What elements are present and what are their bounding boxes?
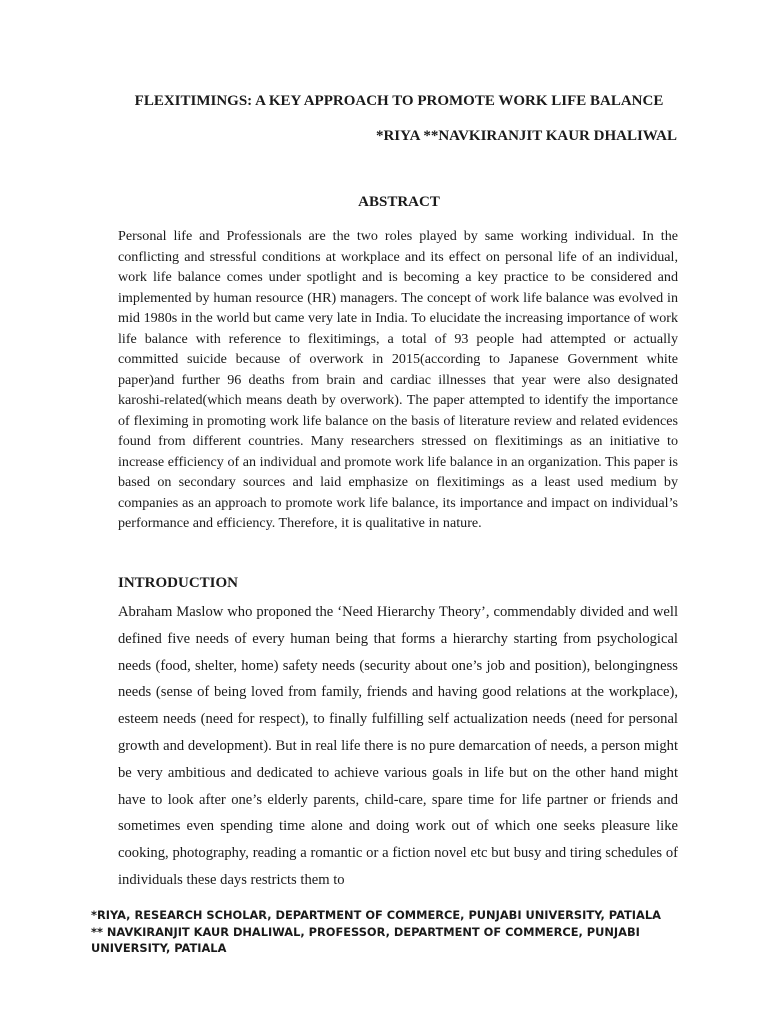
footnote-author-1: *RIYA, RESEARCH SCHOLAR, DEPARTMENT OF COMMERCE, PUNJABI UNIVERSITY, PATIALA bbox=[91, 908, 661, 922]
paper-title: FLEXITIMINGS: A KEY APPROACH TO PROMOTE WORK LIFE BALANCE bbox=[134, 93, 664, 109]
authors-line: *RIYA **NAVKIRANJIT KAUR DHALIWAL bbox=[375, 128, 677, 144]
footnote-author-2: ** NAVKIRANJIT KAUR DHALIWAL, PROFESSOR, DEPARTMENT OF COMMERCE, PUNJABI UNIVERSITY, PATIALA bbox=[91, 924, 640, 955]
abstract-heading: ABSTRACT bbox=[358, 194, 440, 210]
introduction-paragraph: Abraham Maslow who proponed the ‘Need Hierarchy Theory’, commendably divided and well defined five needs of every human being that forms a hierarchy starting from psychological needs (food, shelter, home) safety needs (security about one’s job and position), belongingness needs (sense of being loved from family, friends and having good relations at the workplace), esteem needs (need for respect), to finally fulfilling self actualization needs (need for personal growth and development). But in real life there is no pure demarcation of needs, a person might be very ambitious and dedicated to achieve various goals in life but on the other hand might have to look after one’s elderly parents, child-care, spare time for life partner or friends and sometimes even spending time alone and doing work out of which one seeks pleasure like cooking, photography, reading a romantic or a fiction novel etc but busy and tiring schedules of individuals these days restricts them to bbox=[118, 604, 678, 888]
introduction-heading: INTRODUCTION bbox=[118, 575, 239, 591]
footnotes bbox=[91, 907, 691, 957]
abstract-paragraph: Personal life and Professionals are the two roles played by same working individual. In the conflicting and stressful conditions at workplace and its effect on personal life of an individual, work life balance comes under spotlight and is becoming a key practice to be considered and implemented by human resource (HR) managers. The concept of work life balance was evolved in mid 1980s in the world but came very late in India. To elucidate the increasing importance of work life balance with reference to flexitimings, a total of 93 people had attempted or actually committed suicide because of overwork in 2015(according to Japanese Government white paper)and further 96 deaths from brain and cardiac illnesses that year were also designated karoshi-related(which means death by overwork). The paper attempted to identify the importance of fleximing in promoting work life balance on the basis of literature review and related evidences found from different countries. Many researchers stressed on flexitimings as an initiative to increase efficiency of an individual and promote work life balance in an organization. This paper is based on secondary sources and laid emphasize on flexitimings as a least used medium by companies as an approach to promote work life balance, its importance and impact on individual’s performance and efficiency. Therefore, it is qualitative in nature. bbox=[118, 228, 678, 531]
